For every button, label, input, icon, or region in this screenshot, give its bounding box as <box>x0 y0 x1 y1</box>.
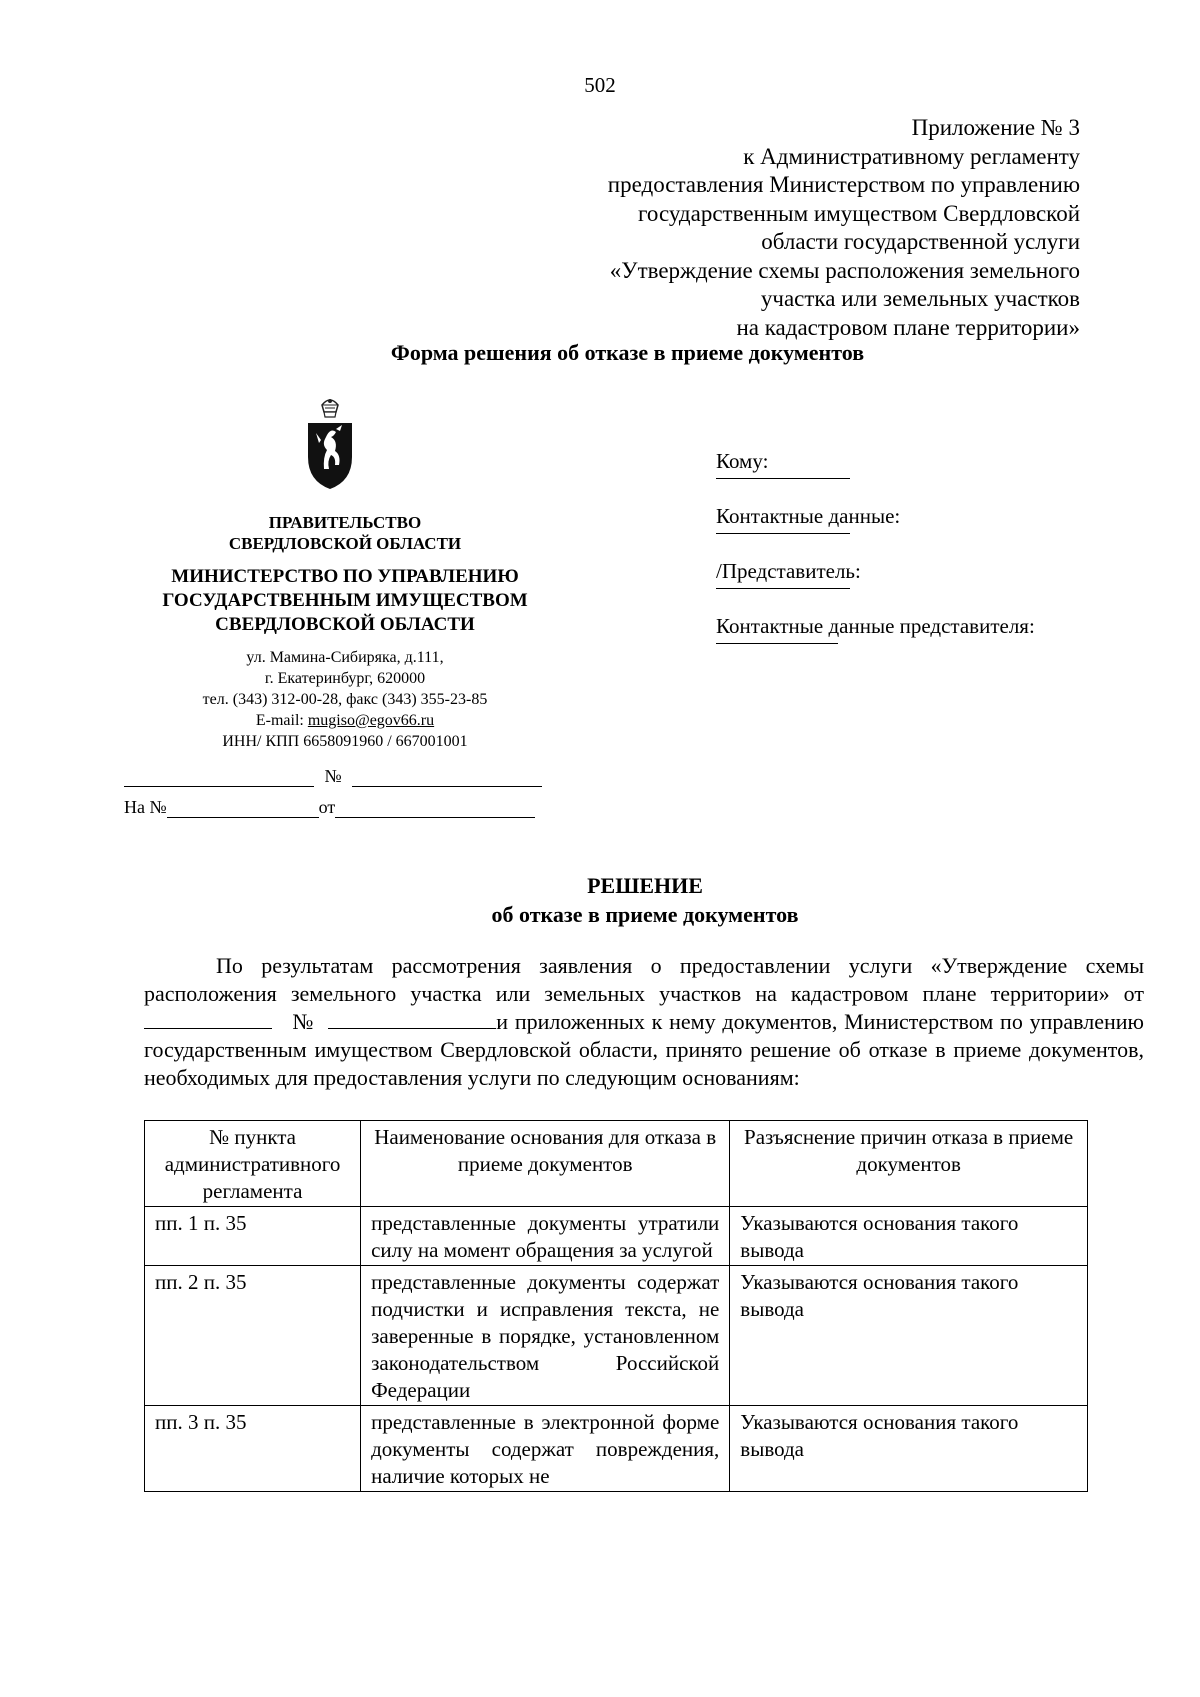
outgoing-number-blank[interactable] <box>352 768 542 787</box>
header-explanation: Разъяснение причин отказа в приеме документов <box>730 1121 1088 1207</box>
ministry-name <box>125 565 565 637</box>
ministry-name-line: МИНИСТЕРСТВО ПО УПРАВЛЕНИЮ <box>171 566 519 587</box>
appendix-heading <box>520 114 1080 342</box>
ministry-name-line: ГОСУДАРСТВЕННЫМ ИМУЩЕСТВОМ <box>162 590 528 611</box>
reference-prefix: На № <box>124 797 167 817</box>
row-explanation: Указываются основания такого вывода <box>730 1266 1088 1406</box>
recipient-to-label: Кому: <box>716 449 769 473</box>
row-ground: представленные документы содержат подчистки и исправления текста, не заверенные в порядке, установленном законодательством Российской Федерации <box>361 1266 730 1406</box>
row-clause: пп. 3 п. 35 <box>145 1406 361 1492</box>
recipient-contact-blank[interactable] <box>716 533 850 534</box>
email-label: E-mail: <box>255 712 308 729</box>
row-ground: представленные документы утратили силу на момент обращения за услугой <box>361 1207 730 1266</box>
row-clause: пп. 1 п. 35 <box>145 1207 361 1266</box>
address-city: г. Екатеринбург, 620000 <box>264 670 426 687</box>
recipient-contact-label: Контактные данные: <box>716 504 901 528</box>
row-clause: пп. 2 п. 35 <box>145 1266 361 1406</box>
reference-from: от <box>318 797 336 817</box>
government-name <box>125 512 565 554</box>
appendix-line: государственным имуществом Свердловской <box>638 200 1080 226</box>
address-inn: ИНН/ КПП 6658091960 / 667001001 <box>222 733 468 750</box>
table-row <box>145 1207 1088 1266</box>
appendix-line: области государственной услуги <box>761 229 1080 254</box>
row-explanation: Указываются основания такого вывода <box>730 1207 1088 1266</box>
decision-title: РЕШЕНИЕ <box>587 873 703 898</box>
body-part1: По результатам рассмотрения заявления о предоставлении услуги «Утверждение схемы расположения земельного участка или земельных участков на кадастровом плане территории» от <box>144 953 1144 1006</box>
appendix-line: предоставления Министерством по управлению <box>607 172 1080 197</box>
representative-blank[interactable] <box>716 588 850 589</box>
body-number-sign: № <box>292 1009 315 1034</box>
coat-of-arms-icon <box>305 395 355 493</box>
recipient-block <box>716 450 1136 670</box>
reference-date-blank[interactable] <box>335 799 535 818</box>
email-link[interactable]: mugiso@egov66.ru <box>307 712 435 729</box>
header-clause: № пункта административного регламента <box>145 1121 361 1207</box>
outgoing-number-line <box>124 766 544 790</box>
address-street: ул. Мамина-Сибиряка, д.111, <box>246 649 444 666</box>
body-part2: и приложенных к нему документов, Министерством по управлению государственным имуществом Свердловской области, принято решение об отказе в приеме документов, необходимых для предоставления услуги по следующим основаниям: <box>144 1009 1144 1090</box>
number-sign: № <box>324 766 342 786</box>
ministry-address <box>125 647 565 752</box>
incoming-reference-line <box>124 797 544 821</box>
address-phone: тел. (343) 312-00-28, факс (343) 355-23-85 <box>202 691 488 708</box>
recipient-to-blank[interactable] <box>716 478 850 479</box>
form-title: Форма решения об отказе в приеме документов <box>390 340 865 365</box>
representative-contact-blank[interactable] <box>716 643 838 644</box>
decision-subtitle: об отказе в приеме документов <box>491 902 799 927</box>
decision-heading <box>0 871 1200 929</box>
appendix-line: к Административному регламенту <box>743 143 1080 169</box>
decision-body <box>144 952 1144 1092</box>
application-date-blank[interactable] <box>144 1008 272 1029</box>
table-header-row <box>145 1121 1088 1207</box>
header-ground: Наименование основания для отказа в приеме документов <box>361 1121 730 1207</box>
government-name-line: ПРАВИТЕЛЬСТВО <box>268 513 422 532</box>
application-number-blank[interactable] <box>328 1008 496 1029</box>
appendix-line: на кадастровом плане территории» <box>736 314 1080 340</box>
table-row <box>145 1406 1088 1492</box>
reference-number-blank[interactable] <box>167 799 319 818</box>
government-name-line: СВЕРДЛОВСКОЙ ОБЛАСТИ <box>228 534 462 553</box>
outgoing-date-blank[interactable] <box>124 768 314 787</box>
decision-paragraph <box>144 952 1144 1092</box>
refusal-grounds-table <box>144 1120 1088 1492</box>
representative-label: /Представитель: <box>716 559 861 583</box>
appendix-line: Приложение № 3 <box>911 115 1080 140</box>
ministry-name-line: СВЕРДЛОВСКОЙ ОБЛАСТИ <box>215 614 475 635</box>
address-email-line <box>125 710 565 731</box>
appendix-line: участка или земельных участков <box>760 286 1080 311</box>
row-ground: представленные в электронной форме документы содержат повреждения, наличие которых не <box>361 1406 730 1492</box>
table-row <box>145 1266 1088 1406</box>
page-number: 502 <box>584 73 616 97</box>
row-explanation: Указываются основания такого вывода <box>730 1406 1088 1492</box>
representative-contact-label: Контактные данные представителя: <box>716 614 1035 638</box>
appendix-line: «Утверждение схемы расположения земельного <box>609 257 1080 283</box>
